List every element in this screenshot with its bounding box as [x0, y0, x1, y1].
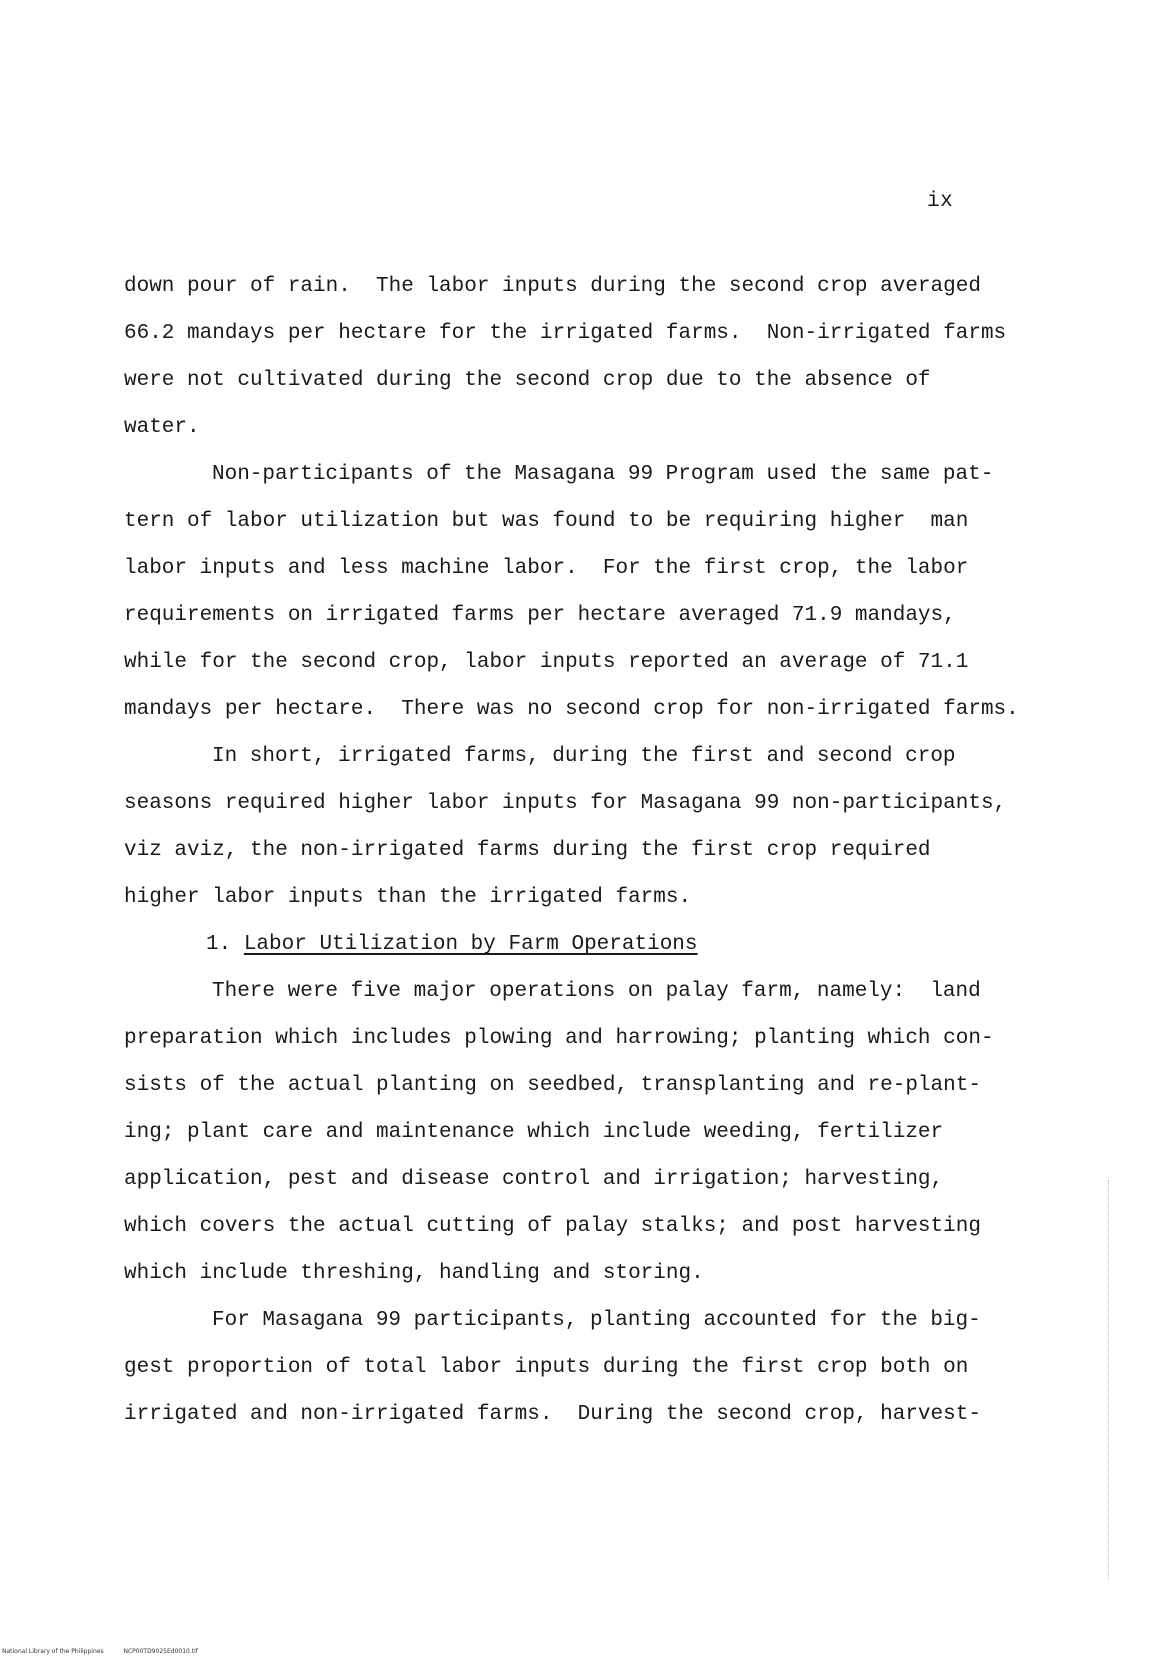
text-line: down pour of rain. The labor inputs during the second crop averaged [124, 275, 981, 298]
text-line: tern of labor utilization but was found to be requiring higher man [124, 510, 969, 533]
text-line: 66.2 mandays per hectare for the irrigated farms. Non-irrigated farms [124, 322, 1007, 345]
page-number: ix [927, 190, 954, 213]
scan-edge-artifact [1108, 1180, 1110, 1580]
text-line: requirements on irrigated farms per hectare averaged 71.9 mandays, [124, 604, 956, 627]
text-line: Non-participants of the Masagana 99 Program used the same pat- [212, 463, 994, 486]
footer-library: National Library of the Philippines [2, 1648, 104, 1655]
footer-file: NCP00TD9025Ed0010.tif [123, 1648, 198, 1655]
text-line: higher labor inputs than the irrigated farms. [124, 886, 692, 909]
text-line: For Masagana 99 participants, planting accounted for the big- [212, 1309, 981, 1332]
section-heading-number: 1. [206, 933, 232, 956]
text-line: mandays per hectare. There was no second crop for non-irrigated farms. [124, 698, 1019, 721]
text-line: water. [124, 416, 200, 439]
text-line: gest proportion of total labor inputs during the first crop both on [124, 1356, 969, 1379]
text-line: In short, irrigated farms, during the first and second crop [212, 745, 956, 768]
text-line: sists of the actual planting on seedbed, transplanting and re-plant- [124, 1074, 981, 1097]
text-line: application, pest and disease control and irrigation; harvesting, [124, 1168, 944, 1191]
scan-footer [2, 1648, 216, 1655]
body-text [124, 263, 1024, 1438]
text-line: viz aviz, the non-irrigated farms during the first crop required [124, 839, 931, 862]
text-line: which covers the actual cutting of palay stalks; and post harvesting [124, 1215, 981, 1238]
section-heading-title: Labor Utilization by Farm Operations [243, 933, 698, 956]
text-line: preparation which includes plowing and harrowing; planting which con- [124, 1027, 994, 1050]
text-line: labor inputs and less machine labor. For the first crop, the labor [124, 557, 969, 580]
text-line: which include threshing, handling and storing. [124, 1262, 704, 1285]
section-heading [124, 921, 1024, 968]
text-line: irrigated and non-irrigated farms. During the second crop, harvest- [124, 1403, 981, 1426]
text-line: seasons required higher labor inputs for Masagana 99 non-participants, [124, 792, 1007, 815]
text-line: ing; plant care and maintenance which include weeding, fertilizer [124, 1121, 944, 1144]
text-line: while for the second crop, labor inputs reported an average of 71.1 [124, 651, 969, 674]
text-line: There were five major operations on palay farm, namely: land [212, 980, 981, 1003]
text-line: were not cultivated during the second crop due to the absence of [124, 369, 931, 392]
